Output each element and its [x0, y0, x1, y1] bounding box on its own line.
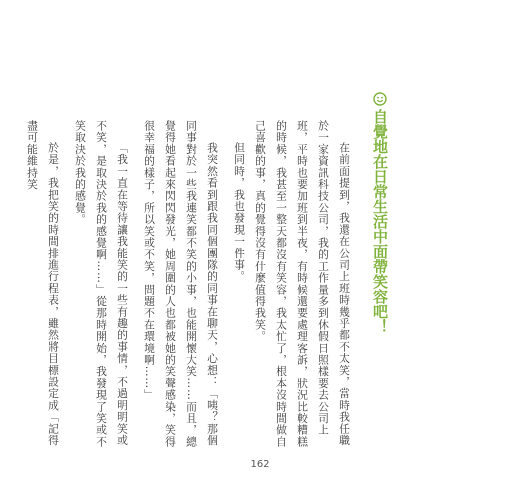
paragraph: 於是，我把笑的時間排進行程表，雖然將目標設定成「記得盡可能維持笑 [26, 120, 60, 446]
paragraph: 我突然看到跟我同個團隊的同事在聊天，心想：「咦？那個同事對於一些我連笑都不笑的小事，也能開懷大笑……而且，總覺得她看起來閃閃發光，她周圍的人也都被她的笑聲感染，笑得很幸福的樣子，所以笑或不笑，問題不在環境啊……」 [143, 120, 219, 448]
paragraph: 「我一直在等待讓我能笑的一些有趣的事情，不過明明笑或不笑，是取決於我的感覺啊……」從那時開始，我發現了笑或不笑取決於我的感覺。 [74, 120, 129, 448]
paragraph: 但同時，我也發現一件事。 [233, 141, 246, 282]
body-text [16, 120, 355, 455]
section-heading-text: 自覺地在日常生活中面帶笑容吧！ [371, 109, 389, 334]
smile-badge-icon [373, 92, 387, 106]
page-number: 162 [250, 459, 270, 470]
section-heading [371, 92, 389, 334]
paragraph: 在前面提到，我還在公司上班時幾乎都不太笑，當時我任職於一家資訊科技公司，我的工作量多到休假日照樣要去公司上班，平時也要加班到半夜，有時候還要處理客訴，狀況比較糟糕的時候，我甚至一整天都沒有笑容，我太忙了，根本沒時間做自己喜歡的事，真的覺得沒有什麼值得我笑。 [254, 120, 351, 448]
